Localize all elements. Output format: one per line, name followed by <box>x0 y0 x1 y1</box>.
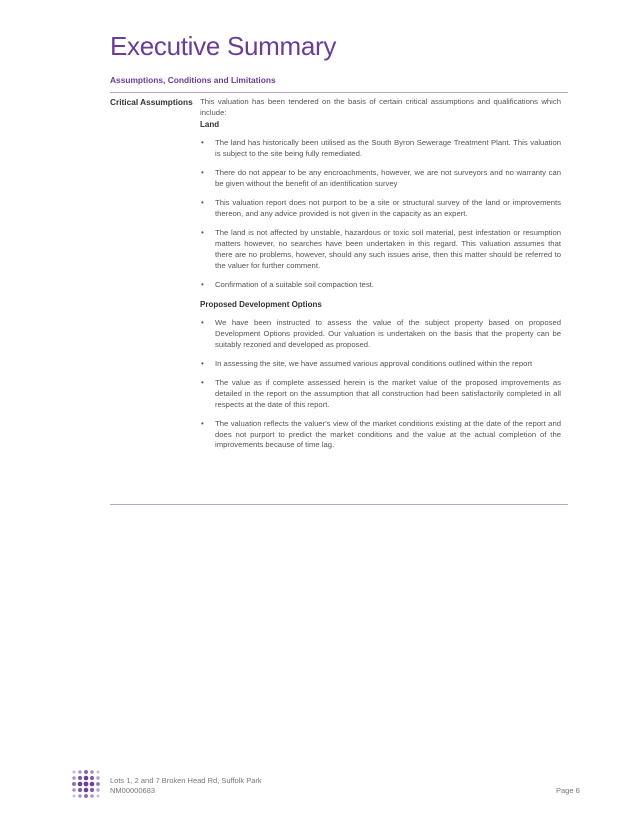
list-item: • There do not appear to be any encroachments, however, we are not surveyors and no warranty can be given without the benefit of an identification survey <box>201 167 561 188</box>
list-item: • In assessing the site, we have assumed various approval conditions outlined within the report <box>201 358 533 368</box>
critical-assumptions-content <box>200 97 561 460</box>
company-logo-icon <box>71 769 101 799</box>
bullet-icon: • <box>201 167 204 177</box>
list-item: • This valuation report does not purport to be a site or structural survey of the land or improvements thereon, and any advice provided is not given in the capacity as an expert. <box>201 197 561 218</box>
list-item: • The land is not affected by unstable, hazardous or toxic soil material, pest infestation or resumption matters however, no searches have been undertaken in this regard. This valuation assumes that there are no problems, however, should any such issues arise, then this matter should be referred to the valuer for further comment. <box>201 227 561 270</box>
list-item: • Confirmation of a suitable soil compaction test. <box>201 279 374 289</box>
bullet-icon: • <box>201 418 204 428</box>
page-title: Executive Summary <box>110 31 337 61</box>
bullet-icon: • <box>201 377 204 387</box>
bullet-icon: • <box>201 358 204 368</box>
intro-paragraph: This valuation has been tendered on the basis of certain critical assumptions and qualifications which include: <box>200 97 561 117</box>
list-item: • The value as if complete assessed herein is the market value of the proposed improvements as detailed in the report on the assumption that all construction had been satisfactorily completed in all respects at the date of this report. <box>201 377 561 409</box>
page-number: Page 6 <box>556 786 580 795</box>
bullet-icon: • <box>201 227 204 237</box>
land-heading: Land <box>200 119 220 129</box>
bullet-icon: • <box>201 317 204 327</box>
bullet-icon: • <box>201 279 204 289</box>
critical-assumptions-label: Critical Assumptions <box>110 97 193 107</box>
land-list <box>200 138 561 291</box>
development-list <box>200 318 561 452</box>
list-item: • The valuation reflects the valuer's view of the market conditions existing at the date of the report and does not purport to predict the market conditions and the value at the actual completion of the improvements because of time lag. <box>201 418 561 450</box>
list-item: • We have been instructed to assess the value of the subject property based on proposed Development Options provided. Our valuation is undertaken on the basis that the property can be suitably rezoned and developed as proposed. <box>201 317 561 349</box>
bullet-icon: • <box>201 137 204 147</box>
section-heading: Assumptions, Conditions and Limitations <box>110 75 276 85</box>
development-heading: Proposed Development Options <box>200 299 322 309</box>
bullet-icon: • <box>201 197 204 207</box>
bottom-divider <box>110 504 568 505</box>
list-item: • The land has historically been utilised as the South Byron Sewerage Treatment Plant. This valuation is subject to the site being fully remediated. <box>201 137 561 158</box>
footer-address-line1: Lots 1, 2 and 7 Broken Head Rd, Suffolk Park <box>110 776 262 785</box>
top-divider <box>110 92 568 93</box>
footer-address <box>110 776 262 796</box>
footer-reference: NM00000683 <box>110 786 156 795</box>
